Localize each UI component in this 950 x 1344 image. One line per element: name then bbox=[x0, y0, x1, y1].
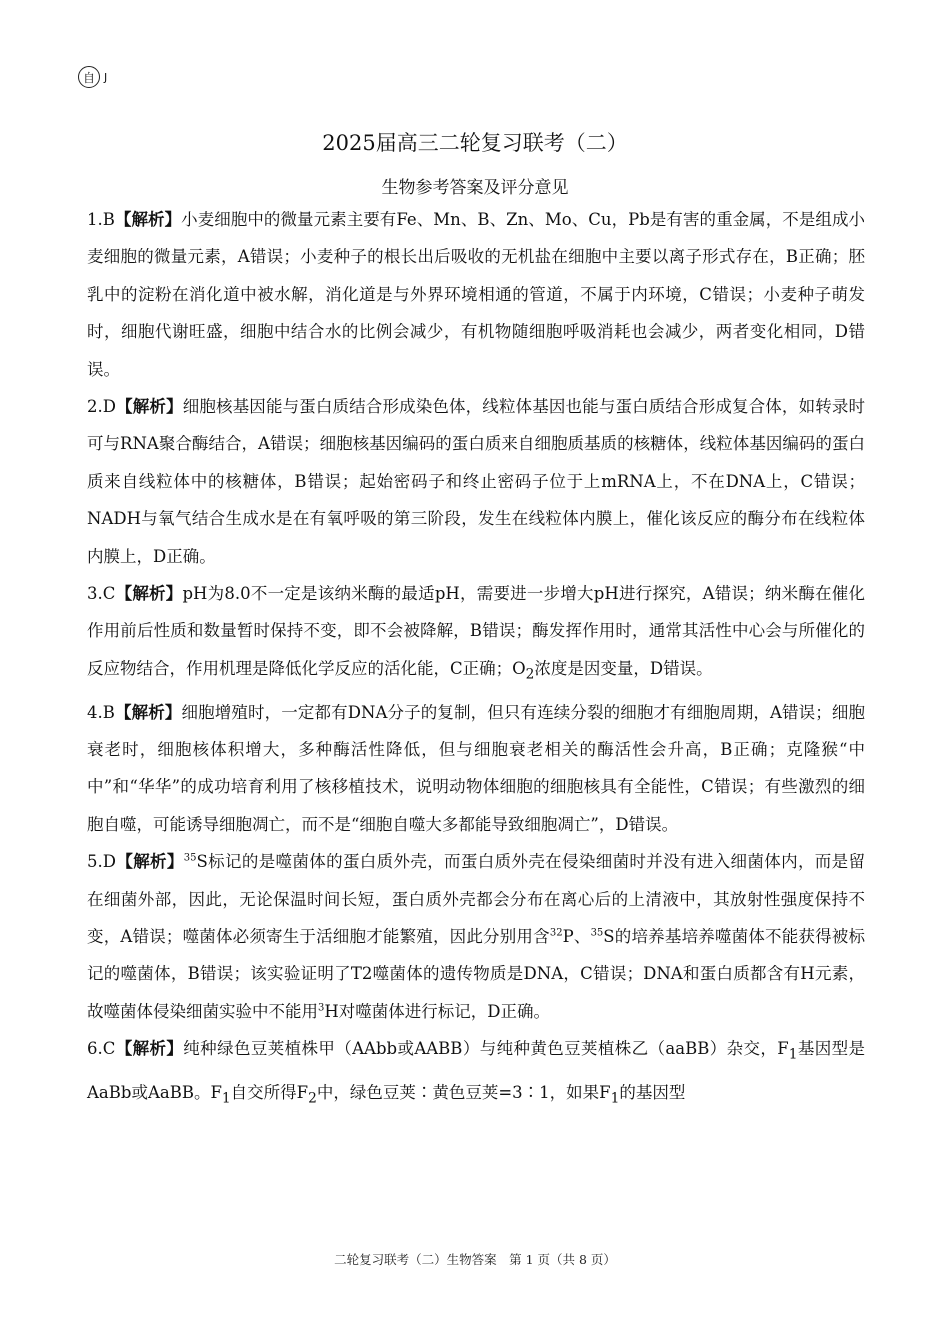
answer-number: 3.C bbox=[87, 584, 116, 604]
analysis-tag: 【解析】 bbox=[114, 702, 182, 722]
answer-text: S的培养基培养噬菌体不能获得被标记的噬菌体，B错误；该实验证明了T2噬菌体的遗传物质是DNA，C错误；DNA和蛋白质都含有H元素，故噬菌体侵染细菌实验中不能用 bbox=[87, 927, 865, 1021]
answer-item-3 bbox=[87, 575, 865, 694]
subscript: 2 bbox=[308, 1090, 317, 1107]
analysis-tag: 【解析】 bbox=[115, 1039, 184, 1059]
answer-list bbox=[87, 201, 865, 1118]
superscript: 32 bbox=[549, 927, 563, 939]
answer-text: H对噬菌体进行标记，D正确。 bbox=[324, 1001, 550, 1021]
page-footer: 二轮复习联考（二）生物答案 第 1 页（共 8 页） bbox=[334, 1252, 616, 1267]
answer-item-4 bbox=[87, 694, 865, 844]
superscript: 35 bbox=[183, 852, 197, 864]
superscript: 35 bbox=[590, 927, 604, 939]
superscript: 3 bbox=[318, 1002, 325, 1014]
answer-item-5 bbox=[87, 843, 865, 1030]
analysis-tag: 【解析】 bbox=[115, 852, 184, 872]
answer-item-1 bbox=[87, 201, 865, 388]
answer-text: 中，绿色豆荚∶黄色豆荚=3∶1，如果F bbox=[316, 1082, 611, 1102]
logo-seal: 自 bbox=[78, 66, 100, 88]
answer-number: 2.D bbox=[87, 397, 116, 417]
logo-suffix: J bbox=[104, 70, 108, 84]
answer-number: 4.B bbox=[87, 702, 115, 722]
answer-number: 6.C bbox=[87, 1039, 116, 1059]
subscript: 1 bbox=[610, 1090, 620, 1107]
answer-text: pH为8.0不一定是该纳米酶的最适pH，需要进一步增大pH进行探究，A错误；纳米酶在催化作用前后性质和数量暂时保持不变，即不会被降解，B错误；酶发挥作用时，通常其活性中心会与所催化的反应物结合，作用机理是降低化学反应的活化能，C正确；O bbox=[87, 584, 866, 678]
page-title: 2025届高三二轮复习联考（二） bbox=[322, 131, 628, 155]
answer-text: 浓度是因变量，D错误。 bbox=[534, 658, 713, 678]
answer-item-2 bbox=[87, 388, 865, 575]
logo bbox=[78, 66, 107, 88]
answer-number: 1.B bbox=[87, 210, 115, 229]
answer-text: 细胞增殖时，一定都有DNA分子的复制，但只有连续分裂的细胞才有细胞周期，A错误；细胞衰老时，细胞核体积增大，多种酶活性降低，但与细胞衰老相关的酶活性会升高，B正确；克隆猴“中中”和“华华”的成功培育利用了核移植技术，说明动物体细胞的细胞核具有全能性，C错误；有些激烈的细胞自噬，可能诱导细胞凋亡，而不是“细胞自噬大多都能导致细胞凋亡”，D错误。 bbox=[87, 702, 865, 834]
answer-number: 5.D bbox=[87, 852, 116, 872]
answer-text: 纯种绿色豆荚植株甲（AAbb或AABB）与纯种黄色豆荚植株乙（aaBB）杂交，F bbox=[183, 1039, 789, 1059]
answer-text: S标记的是噬菌体的蛋白质外壳，而蛋白质外壳在侵染细菌时并没有进入细菌体内，而是留在细菌外部，因此，无论保温时间长短，蛋白质外壳都会分布在离心后的上清液中，其放射性强度保持不变，A错误；噬菌体必须寄生于活细胞才能繁殖，因此分别用含 bbox=[87, 852, 865, 947]
page-subtitle: 生物参考答案及评分意见 bbox=[381, 178, 569, 198]
analysis-tag: 【解析】 bbox=[114, 210, 182, 229]
answer-text: 自交所得F bbox=[230, 1082, 309, 1102]
analysis-tag: 【解析】 bbox=[115, 397, 183, 417]
answer-text: 小麦细胞中的微量元素主要有Fe、Mn、B、Zn、Mo、Cu，Pb是有害的重金属，不是组成小麦细胞的微量元素，A错误；小麦种子的根长出后吸收的无机盐在细胞中主要以离子形式存在，B正确；胚乳中的淀粉在消化道中被水解，消化道是与外界环境相通的管道，不属于内环境，C错误；小麦种子萌发时，细胞代谢旺盛，细胞中结合水的比例会减少，有机物随细胞呼吸消耗也会减少，两者变化相同，D错误。 bbox=[87, 210, 866, 379]
answer-text: 的基因型 bbox=[619, 1082, 686, 1102]
subscript: 1 bbox=[788, 1046, 798, 1063]
answer-text: 基因型是AaBb或AaBB。F bbox=[87, 1039, 866, 1102]
analysis-tag: 【解析】 bbox=[115, 584, 183, 604]
subscript: 2 bbox=[525, 666, 535, 683]
answer-text: P、 bbox=[562, 927, 591, 947]
subscript: 1 bbox=[221, 1090, 231, 1107]
answer-item-6 bbox=[87, 1030, 865, 1117]
answer-text: 细胞核基因能与蛋白质结合形成染色体，线粒体基因也能与蛋白质结合形成复合体，如转录时可与RNA聚合酶结合，A错误；细胞核基因编码的蛋白质来自细胞质基质的核糖体，线粒体基因编码的蛋白质来自线粒体中的核糖体，B错误；起始密码子和终止密码子位于上mRNA上，不在DNA上，C错误；NADH与氧气结合生成水是在有氧呼吸的第三阶段，发生在线粒体内膜上，催化该反应的酶分布在线粒体内膜上，D正确。 bbox=[87, 397, 866, 566]
